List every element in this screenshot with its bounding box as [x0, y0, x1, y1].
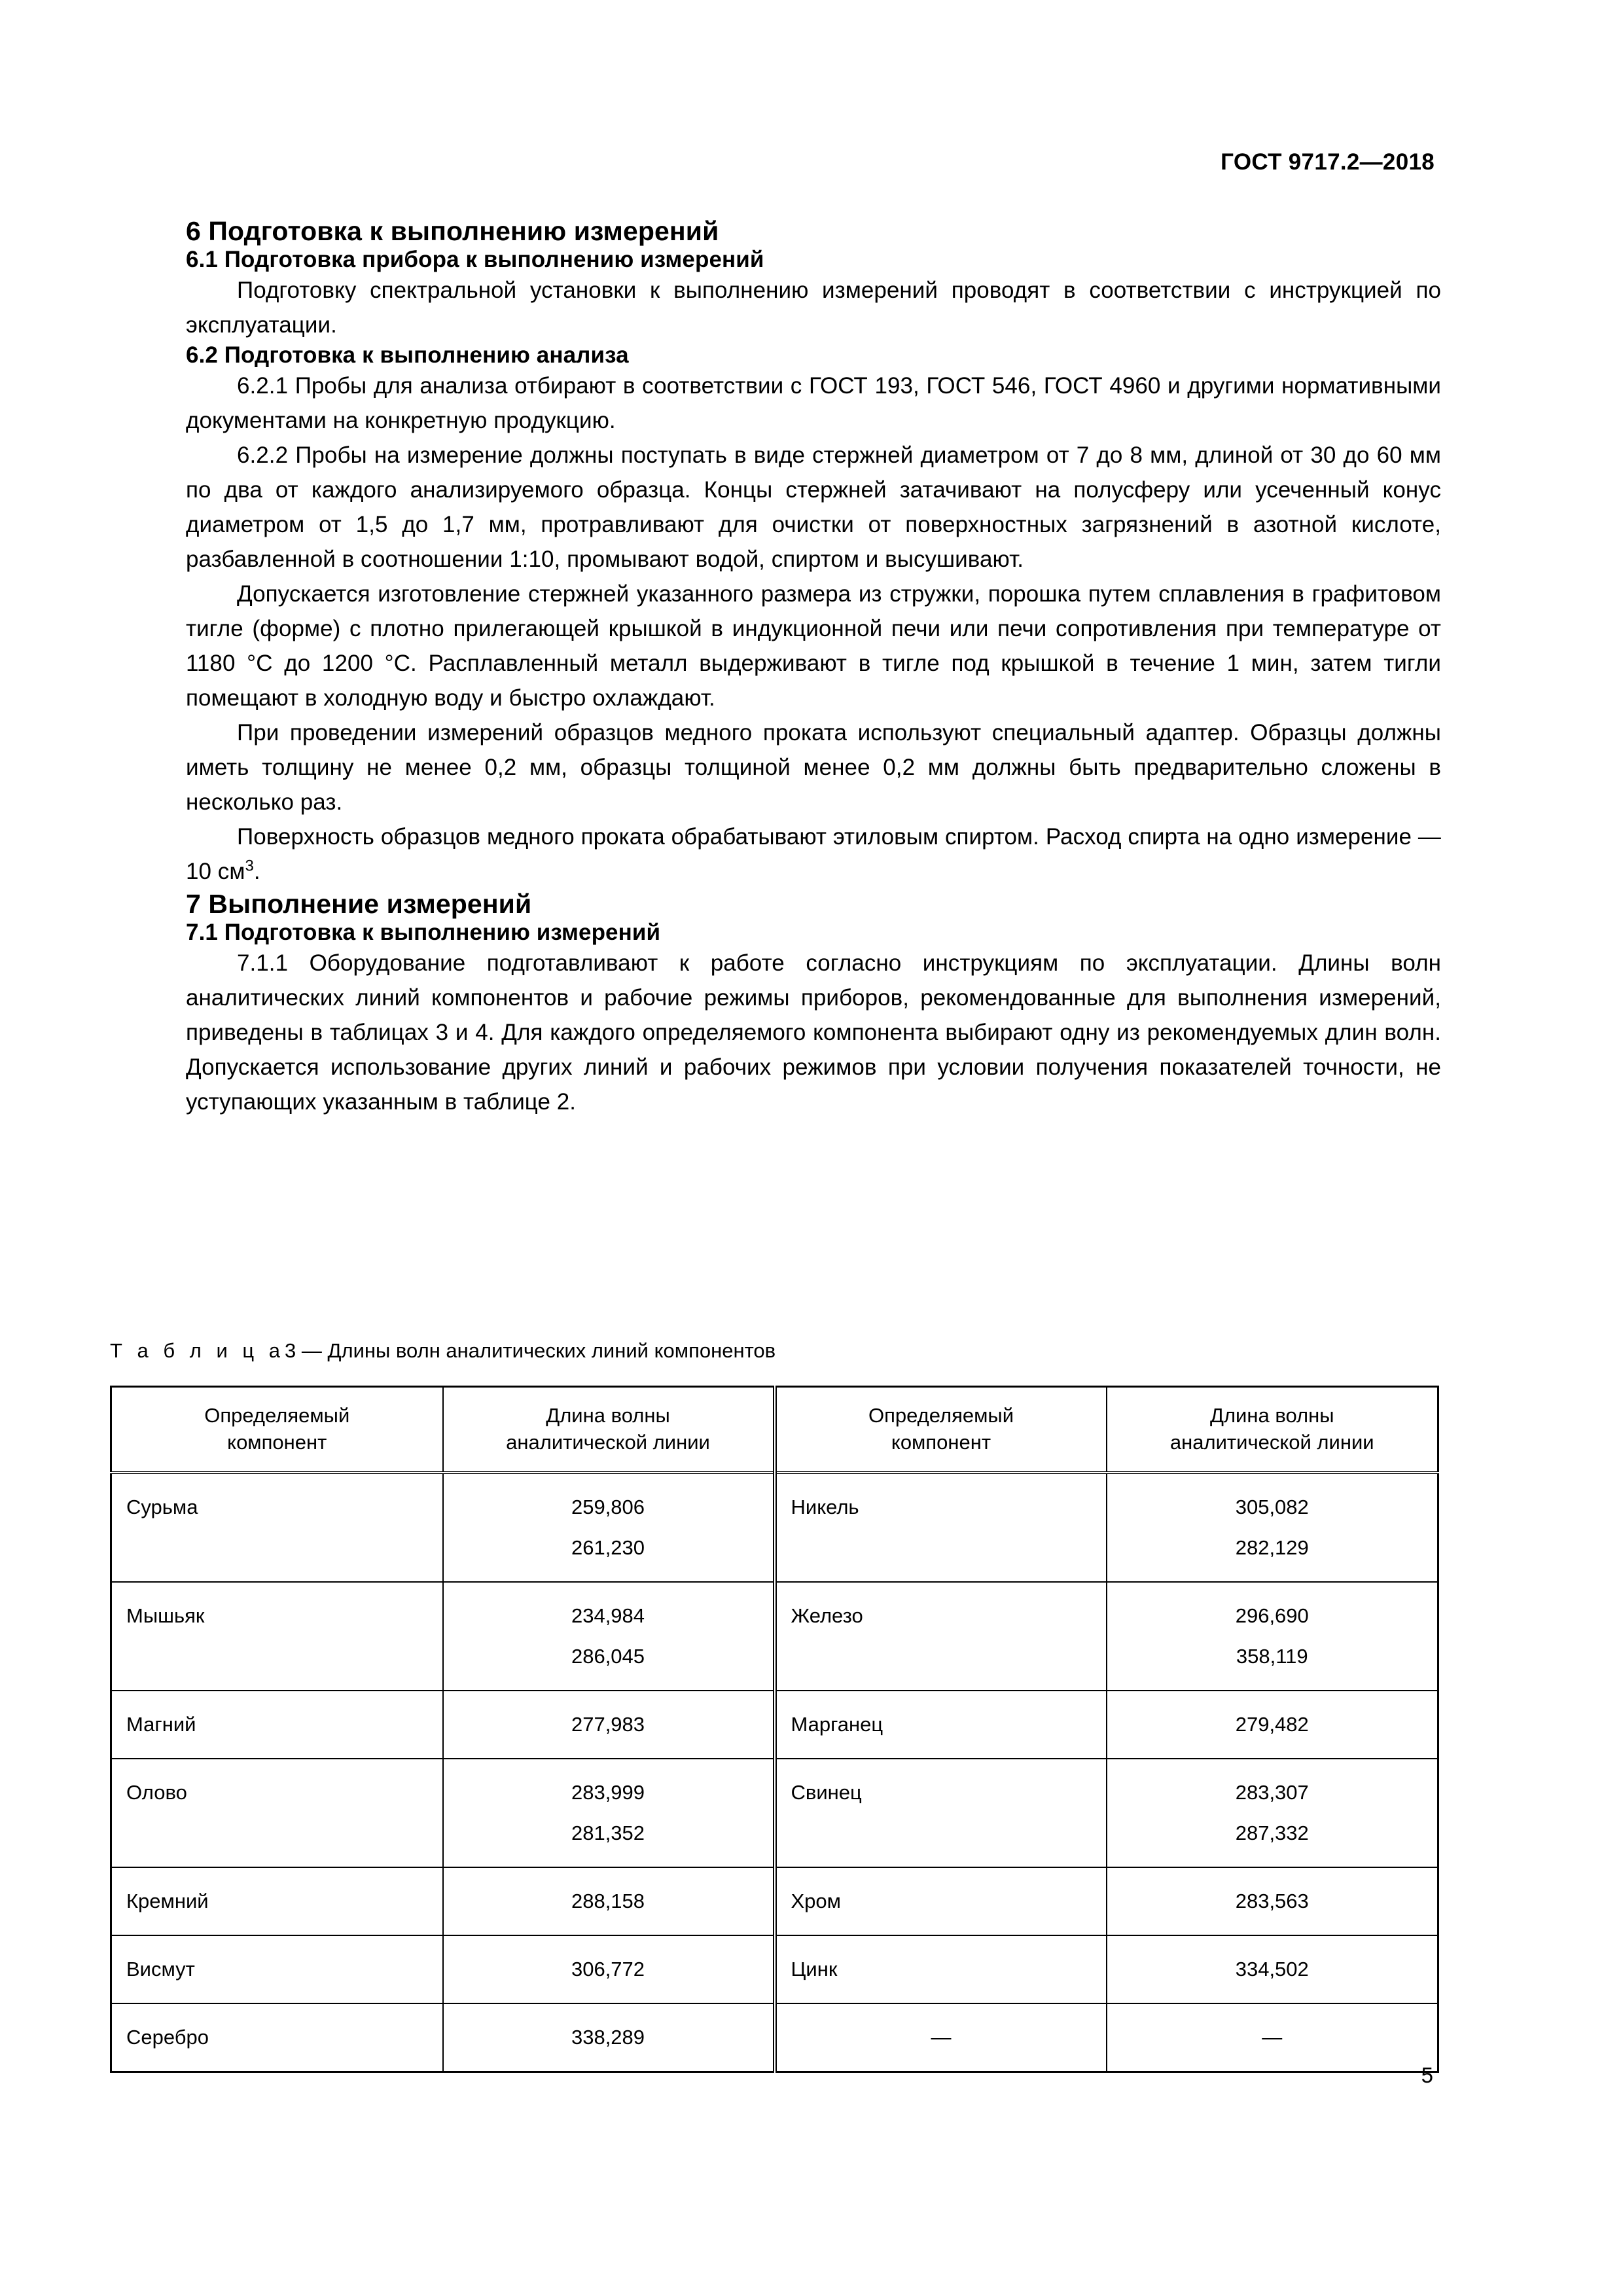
heading-section-7: 7 Выполнение измерений — [186, 889, 532, 919]
header-component-right-line1: Определяемый — [868, 1404, 1014, 1427]
cell-wavelength-right — [1107, 1473, 1438, 1582]
header-component-left-line1: Определяемый — [204, 1404, 350, 1427]
cell-component-right: Марганец — [775, 1691, 1107, 1759]
table-row — [111, 1473, 1438, 1582]
table-3-wrapper — [110, 1386, 1437, 2073]
cell-component-right: Никель — [775, 1473, 1107, 1582]
table-3-wavelengths — [110, 1386, 1439, 2073]
wavelength-value: 281,352 — [571, 1821, 645, 1844]
heading-section-6-1: 6.1 Подготовка прибора к выполнению измерений — [186, 247, 764, 272]
cell-component-right: Железо — [775, 1582, 1107, 1691]
cell-wavelength-right — [1107, 1867, 1438, 1935]
cubic-centimeter-exponent: 3 — [245, 857, 254, 875]
wavelength-value: 338,289 — [571, 2026, 645, 2049]
cell-wavelength-left — [443, 1935, 775, 2003]
cell-component-left: Серебро — [111, 2003, 443, 2072]
heading-section-6: 6 Подготовка к выполнению измерений — [186, 216, 719, 246]
paragraph-6-2-1: 6.2.1 Пробы для анализа отбирают в соответствии с ГОСТ 193, ГОСТ 546, ГОСТ 4960 и другими нормативными документами на конкретную продукцию. — [186, 373, 1441, 433]
wavelength-value: 358,119 — [1236, 1645, 1308, 1668]
cell-wavelength-right — [1107, 1935, 1438, 2003]
table-row — [111, 1759, 1438, 1867]
table-row — [111, 1867, 1438, 1935]
wavelength-value: 296,690 — [1235, 1604, 1309, 1627]
paragraph-6-2-2: 6.2.2 Пробы на измерение должны поступать в виде стержней диаметром от 7 до 8 мм, длиной от 30 до 60 мм по два от каждого анализируемого образца. Концы стержней затачивают на полусферу или усеченный конус диаметром от 1,5 до 1,7 мм, протравливают для очистки от поверхностных загрязнений в азотной кислоте, разбавленной в соотношении 1:10, промывают водой, спиртом и высушивают. — [186, 442, 1441, 572]
cell-wavelength-left — [443, 1473, 775, 1582]
cell-component-right: Цинк — [775, 1935, 1107, 2003]
ethanol-text-main: Поверхность образцов медного проката обрабатывают этиловым спиртом. Расход спирта на одно измерение — 10 см — [186, 824, 1441, 884]
wavelength-value: 287,332 — [1235, 1821, 1309, 1844]
paragraph-6-1-1: Подготовку спектральной установки к выполнению измерений проводят в соответствии с инструкцией по эксплуатации. — [186, 278, 1441, 338]
cell-component-left: Олово — [111, 1759, 443, 1867]
table-caption-text: Длины волн аналитических линий компонентов — [327, 1339, 776, 1362]
cell-component-left: Мышьяк — [111, 1582, 443, 1691]
cell-wavelength-left — [443, 1691, 775, 1759]
header-component-right — [775, 1387, 1107, 1473]
wavelength-value: 286,045 — [571, 1645, 645, 1668]
wavelength-value: 261,230 — [571, 1536, 645, 1559]
header-wavelength-right — [1107, 1387, 1438, 1473]
cell-wavelength-left — [443, 1582, 775, 1691]
cell-component-right: Хром — [775, 1867, 1107, 1935]
header-component-left-line2: компонент — [227, 1431, 327, 1454]
wavelength-value: 234,984 — [571, 1604, 645, 1627]
wavelength-value: 334,502 — [1235, 1958, 1309, 1981]
cell-wavelength-right — [1107, 1691, 1438, 1759]
header-wavelength-left-line1: Длина волны — [546, 1404, 670, 1427]
paragraph-6-2-2-ethanol — [186, 819, 1441, 889]
paragraph-7-1-1: 7.1.1 Оборудование подготавливают к работе согласно инструкциям по эксплуатации. Длины волн аналитических линий компонентов и рабочие режимы приборов, рекомендованные для выполнения измерений, приведены в таблицах 3 и 4. Для каждого определяемого компонента выбирают одну из рекомендуемых длин волн. Допускается использование других линий и рабочих режимов при условии получения показателей точности, не уступающих указанным в таблице 2. — [186, 950, 1441, 1115]
wavelength-value: 288,158 — [571, 1890, 645, 1912]
header-component-right-line2: компонент — [891, 1431, 991, 1454]
table-row — [111, 1935, 1438, 2003]
wavelength-value: 283,563 — [1235, 1890, 1309, 1912]
wavelength-value: 306,772 — [571, 1958, 645, 1981]
table-row — [111, 1691, 1438, 1759]
header-wavelength-right-line1: Длина волны — [1209, 1404, 1334, 1427]
page-number: 5 — [1421, 2063, 1433, 2087]
cell-component-right: — — [775, 2003, 1107, 2072]
wavelength-value: 279,482 — [1235, 1713, 1309, 1736]
wavelength-value: 282,129 — [1235, 1536, 1309, 1559]
cell-wavelength-right — [1107, 1759, 1438, 1867]
header-wavelength-right-line2: аналитической линии — [1169, 1431, 1374, 1454]
table-caption-number: 3 — [285, 1339, 296, 1362]
table-3-caption — [110, 1339, 776, 1363]
cell-wavelength-right — [1107, 1582, 1438, 1691]
wavelength-value: 259,806 — [571, 1496, 645, 1518]
wavelength-value: 305,082 — [1235, 1496, 1309, 1518]
cell-component-left: Кремний — [111, 1867, 443, 1935]
wavelength-value: 283,999 — [571, 1781, 645, 1804]
wavelength-value: 283,307 — [1235, 1781, 1309, 1804]
cell-wavelength-left — [443, 2003, 775, 2072]
heading-section-7-1: 7.1 Подготовка к выполнению измерений — [186, 920, 661, 945]
table-caption-label: Т а б л и ц а — [110, 1339, 285, 1362]
cell-wavelength-right — [1107, 2003, 1438, 2072]
wavelength-value: — — [1262, 2026, 1283, 2049]
cell-component-left: Сурьма — [111, 1473, 443, 1582]
table-row — [111, 2003, 1438, 2072]
table-body — [111, 1473, 1438, 2072]
paragraph-6-2-2-rods-allowance: Допускается изготовление стержней указанного размера из стружки, порошка путем сплавления в графитовом тигле (форме) с плотно прилегающей крышкой в индукционной печи или печи сопротивления при температуре от 1180 °C до 1200 °C. Расплавленный металл выдерживают в тигле под крышкой в течение 1 мин, затем тигли помещают в холодную воду и быстро охлаждают. — [186, 581, 1441, 711]
ethanol-text-end: . — [253, 859, 260, 884]
header-wavelength-left — [443, 1387, 775, 1473]
table-row — [111, 1582, 1438, 1691]
paragraph-6-2-2-copper-adapter: При проведении измерений образцов медного проката используют специальный адаптер. Образцы должны иметь толщину не менее 0,2 мм, образцы толщиной менее 0,2 мм должны быть предварительно сложены в несколько раз. — [186, 720, 1441, 815]
heading-section-6-2: 6.2 Подготовка к выполнению анализа — [186, 342, 629, 368]
document-body — [186, 216, 1441, 1119]
table-header — [111, 1387, 1438, 1473]
cell-component-left: Висмут — [111, 1935, 443, 2003]
cell-wavelength-left — [443, 1759, 775, 1867]
header-component-left — [111, 1387, 443, 1473]
header-wavelength-left-line2: аналитической линии — [506, 1431, 710, 1454]
cell-component-left: Магний — [111, 1691, 443, 1759]
wavelength-value: 277,983 — [571, 1713, 645, 1736]
table-header-row — [111, 1387, 1438, 1473]
cell-component-right: Свинец — [775, 1759, 1107, 1867]
table-caption-dash: — — [301, 1339, 322, 1362]
running-header-standard-id: ГОСТ 9717.2—2018 — [1221, 149, 1435, 175]
cell-wavelength-left — [443, 1867, 775, 1935]
